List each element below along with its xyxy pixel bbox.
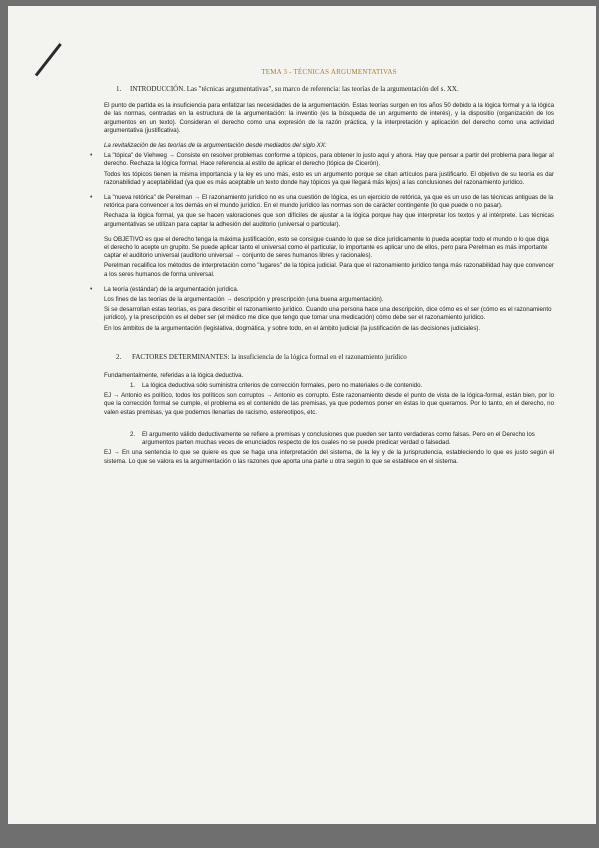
section-1-title: INTRODUCCIÓN. Las "técnicas argumentativas", su marco de referencia: las teorías de la argumentación del s. XX. bbox=[130, 85, 459, 94]
paragraph-viehweg-2: Todos los tópicos tienen la misma importancia y la ley es uno más, esto es un argumento porque se citan artículos para justificarlo. El objetivo de su teoría es dar razonabilidad y aceptabilidad (ya que es más aceptable un texto donde hay tópicos ya que llegará más lejos) a las conclusiones del razonamiento jurídico. bbox=[104, 170, 554, 186]
section-1-heading bbox=[116, 85, 554, 94]
paragraph-perelman-lugares: Perelman recalifica los métodos de interpretación como "lugares" de la tópica judicial. Para que el razonamiento jurídico tenga más razonabilidad hay que convencer a los seres humanos de forma universal. bbox=[104, 262, 554, 278]
bullet-viehweg bbox=[90, 152, 554, 168]
document-body bbox=[90, 68, 554, 473]
paragraph-perelman-2: Rechaza la lógica formal, ya que se hacen valoraciones que son difíciles de ajustar a la lógica porque hay que interpretar los textos y al intérprete. Las técnicas argumentativas se utilizan para captar la adhesión del auditorio (universal o particular). bbox=[104, 212, 554, 228]
bullet-icon: • bbox=[90, 285, 93, 293]
page-title: TEMA 3 - TÉCNICAS ARGUMENTATIVAS bbox=[261, 68, 397, 76]
list-item-2-number: 2. bbox=[130, 430, 136, 438]
list-item-1-number: 1. bbox=[130, 382, 136, 390]
bullet-icon: • bbox=[90, 194, 93, 202]
section-2-number: 2. bbox=[116, 352, 122, 361]
bullet-perelman bbox=[90, 194, 554, 210]
list-item-1-text: La lógica deductiva sólo suministra criterios de corrección formales, pero no materiales o de contenido. bbox=[142, 382, 423, 390]
pen-mark bbox=[35, 43, 62, 76]
list-item-1 bbox=[104, 382, 554, 390]
paragraph-fundamentalmente: Fundamentalmente, referidas a la lógica deductiva. bbox=[104, 371, 244, 379]
bullet-viehweg-text: La "tópica" de Viehweg → Consiste en resolver problemas conforme a tópicos, para obtener lo justo aquí y ahora. Hay que pensar a partir del problema para llegar al derecho. Rechaza la lógica formal. Hace referencia al estilo de aplicar el derecho (tópica de Cicerón). bbox=[104, 152, 554, 168]
subheading-revitalizacion: La revitalización de las teorías de la argumentación desde mediados del siglo XX: bbox=[104, 142, 327, 150]
bullet-teoria-estandar bbox=[90, 285, 554, 294]
paragraph-descripcion: Si se desarrollan estas teorías, es para describir el razonamiento jurídico. Cuando una persona hace una descripción, dice cómo es el ser (cómo es el razonamiento jurídico), y la prescripción es el deber ser (el médico me dice que tengo que tomar una medicación) cómo debe ser el razonamiento jurídico. bbox=[104, 306, 552, 322]
bullet-icon: • bbox=[90, 152, 93, 160]
example-2: EJ → En una sentencia lo que se quiere es que se haga una interpretación del sistema, de la ley y de la jurisprudencia, estableciendo lo que es justo según el sistema. Lo que se valora es la argumentación o las razones que aporta una parte u otra según lo que se establece en el sistema. bbox=[104, 449, 554, 465]
paragraph-fines: Los fines de las teorías de la argumentación → descripción y prescripción (una buena argumentación). bbox=[104, 296, 384, 304]
section-2-heading bbox=[116, 353, 554, 362]
document-page bbox=[8, 6, 596, 824]
paragraph-intro: El punto de partida es la insuficiencia para enfatizar las necesidades de la argumentación. Estas teorías surgen en los años 50 debido a la lógica formal y a la lógica de las normas, centradas en la estructura de la argumentación: la inventio (es la búsqueda de un argumento de interés), y la dispositio (organización de los argumentos en un texto). Consideran el derecho como una expresión de la razón práctica, y la interpretación y aplicación del derecho como una actividad argumentativa (justificativa). bbox=[104, 102, 554, 134]
section-2-title: FACTORES DETERMINANTES: la insuficiencia de la lógica formal en el razonamiento jurídico bbox=[132, 352, 407, 361]
paragraph-ambitos: En los ámbitos de la argumentación (legislativa, dogmática, y sobre todo, en el ámbito judicial (la justificación de las decisiones judiciales). bbox=[104, 324, 481, 332]
paragraph-perelman-objetivo: Su OBJETIVO es que el derecho tenga la máxima justificación, esto se consigue cuando lo que se dice jurídicamente lo pueda aceptar todo el mundo o lo que diga el derecho lo acepte un grupito. Se puede aplicar tanto el universal como el particular, lo importante es aplicar uno de ellos, pero para Perelman es más importante captar el auditorio universal (auditorio universal → conjunto de seres humanos libres y racionales). bbox=[104, 235, 549, 260]
section-1-number: 1. bbox=[116, 85, 122, 94]
bullet-perelman-text: La "nueva retórica" de Perelman → El razonamiento jurídico no es una cuestión de lógica, es un ejercicio de retórica, ya que es un uso de las técnicas antiguas de la retórica para convencer a los demás en el mundo jurídico. En el mundo jurídico las normas son de carácter contingente (lo que puede o no pasar). bbox=[104, 194, 554, 210]
list-item-2 bbox=[104, 431, 554, 447]
list-item-2-text: El argumento válido deductivamente se refiere a premisas y conclusiones que pueden ser tanto verdaderas como falsas. Pero en el Derecho los argumentos parten muchas veces de enunciados respecto de los cuales no se puede predicar verdad o falsedad. bbox=[142, 430, 535, 447]
example-1: EJ → Antonio es político, todos los políticos son corruptos → Antonio es corrupto. Este razonamiento desde el punto de vista de la lógica-formal, están bien, por lo que la corrección formal se cumple, el problema es el contenido de las premisas, ya que podemos poner en éstas lo que queramos. Por lo tanto, en el derecho, no valen estas premisas, ya que podemos llenarlas de racismo, estereotipos, etc. bbox=[104, 392, 554, 416]
bullet-teoria-text: La teoría (estándar) de la argumentación jurídica. bbox=[104, 285, 239, 293]
